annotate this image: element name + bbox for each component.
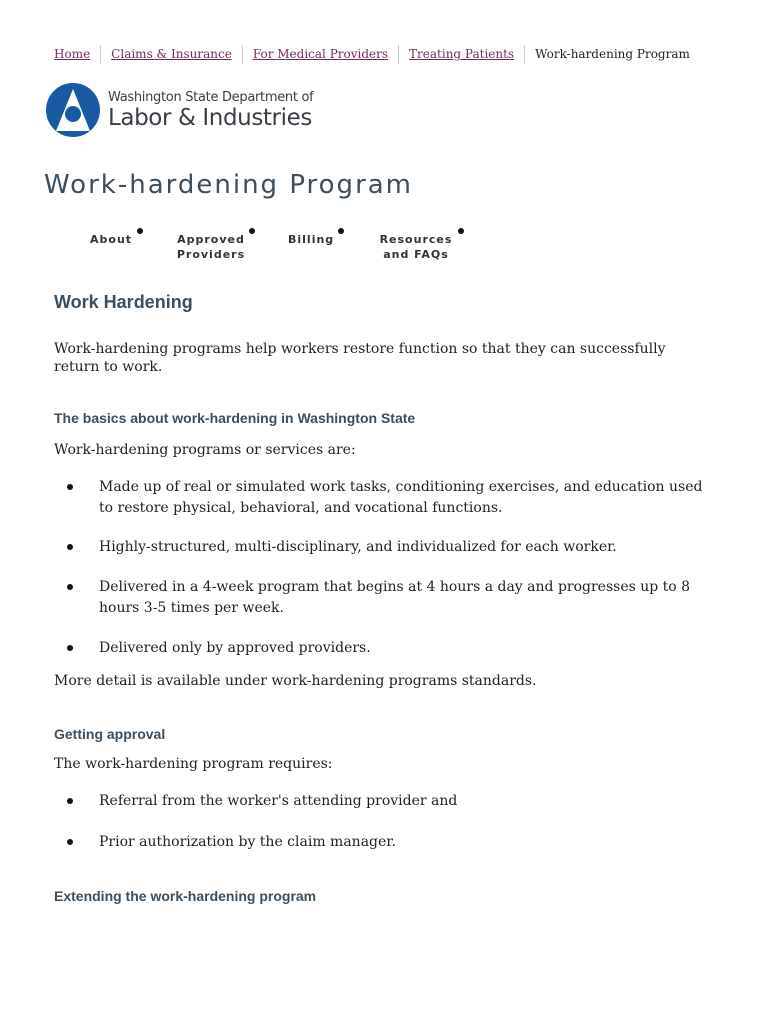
list-item xyxy=(54,537,704,558)
page-title: Work-hardening Program xyxy=(44,170,414,200)
nav-bullet-icon xyxy=(137,228,143,234)
list-item-text: Prior authorization by the claim manager. xyxy=(99,834,396,850)
nav-tab-resources-line2: and FAQs xyxy=(383,248,449,261)
list-item-text: Referral from the worker's attending provider and xyxy=(99,793,458,809)
nav-tab-billing[interactable] xyxy=(288,232,334,247)
bullet-icon xyxy=(67,798,73,804)
nav-tab-about[interactable] xyxy=(90,232,132,247)
bullet-icon xyxy=(67,645,73,651)
breadcrumb-divider xyxy=(100,45,101,64)
breadcrumb-claims-link[interactable]: Claims & Insurance xyxy=(111,47,232,61)
bullet-icon xyxy=(67,484,73,490)
bullet-icon xyxy=(67,839,73,845)
basics-lead-paragraph: Work-hardening programs or services are: xyxy=(54,442,356,458)
bullet-icon xyxy=(67,544,73,550)
logo-agency-name: Labor & Industries xyxy=(108,104,312,131)
more-detail-paragraph: More detail is available under work-hardening programs standards. xyxy=(54,673,537,689)
approval-list xyxy=(54,791,704,853)
logo-department-text: Washington State Department of xyxy=(108,89,314,105)
nav-bullet-icon xyxy=(338,228,344,234)
list-item xyxy=(54,832,704,853)
nav-tab-approved-providers[interactable] xyxy=(176,232,246,262)
approval-heading: Getting approval xyxy=(54,726,166,742)
breadcrumb-providers-link[interactable]: For Medical Providers xyxy=(252,47,389,61)
lni-logo-icon xyxy=(44,82,102,138)
nav-tab-approved-line2: Providers xyxy=(176,248,246,261)
nav-tab-resources-line1: Resources xyxy=(379,233,453,246)
list-item-text: Delivered in a 4-week program that begins at 4 hours a day and progresses up to 8 hours 3-5 times per week. xyxy=(99,579,691,616)
breadcrumb-current: Work-hardening Program xyxy=(535,47,690,61)
section-nav xyxy=(0,224,768,268)
breadcrumb-treating-link[interactable]: Treating Patients xyxy=(409,47,515,61)
breadcrumb xyxy=(54,44,690,64)
nav-bullet-icon xyxy=(249,228,255,234)
extending-heading: Extending the work-hardening program xyxy=(54,888,317,904)
approval-lead-paragraph: The work-hardening program requires: xyxy=(54,756,333,772)
list-item-text: Made up of real or simulated work tasks, conditioning exercises, and education used to restore physical, behavioral, and vocational functions. xyxy=(99,479,703,516)
list-item xyxy=(54,577,704,619)
section-heading: Work Hardening xyxy=(54,292,193,312)
nav-tab-billing-label: Billing xyxy=(288,233,335,246)
list-item-text: Delivered only by approved providers. xyxy=(99,640,371,656)
nav-tab-approved-line1: Approved xyxy=(177,233,245,246)
breadcrumb-divider xyxy=(242,45,243,64)
breadcrumb-home-link[interactable]: Home xyxy=(54,47,91,61)
basics-heading: The basics about work-hardening in Washington State xyxy=(54,410,416,426)
list-item xyxy=(54,638,704,659)
basics-list xyxy=(54,477,704,659)
intro-paragraph: Work-hardening programs help workers restore function so that they can successfully return to work. xyxy=(54,341,666,375)
bullet-icon xyxy=(67,584,73,590)
agency-logo[interactable] xyxy=(44,82,313,138)
nav-tab-about-label: About xyxy=(90,233,133,246)
nav-tab-resources-faqs[interactable] xyxy=(378,232,454,262)
breadcrumb-divider xyxy=(398,45,399,64)
list-item-text: Highly-structured, multi-disciplinary, and individualized for each worker. xyxy=(99,539,617,555)
list-item xyxy=(54,791,704,812)
nav-bullet-icon xyxy=(458,228,464,234)
main-content xyxy=(54,292,704,904)
list-item xyxy=(54,477,704,519)
logo-wordmark xyxy=(108,90,313,131)
breadcrumb-divider xyxy=(524,45,525,64)
